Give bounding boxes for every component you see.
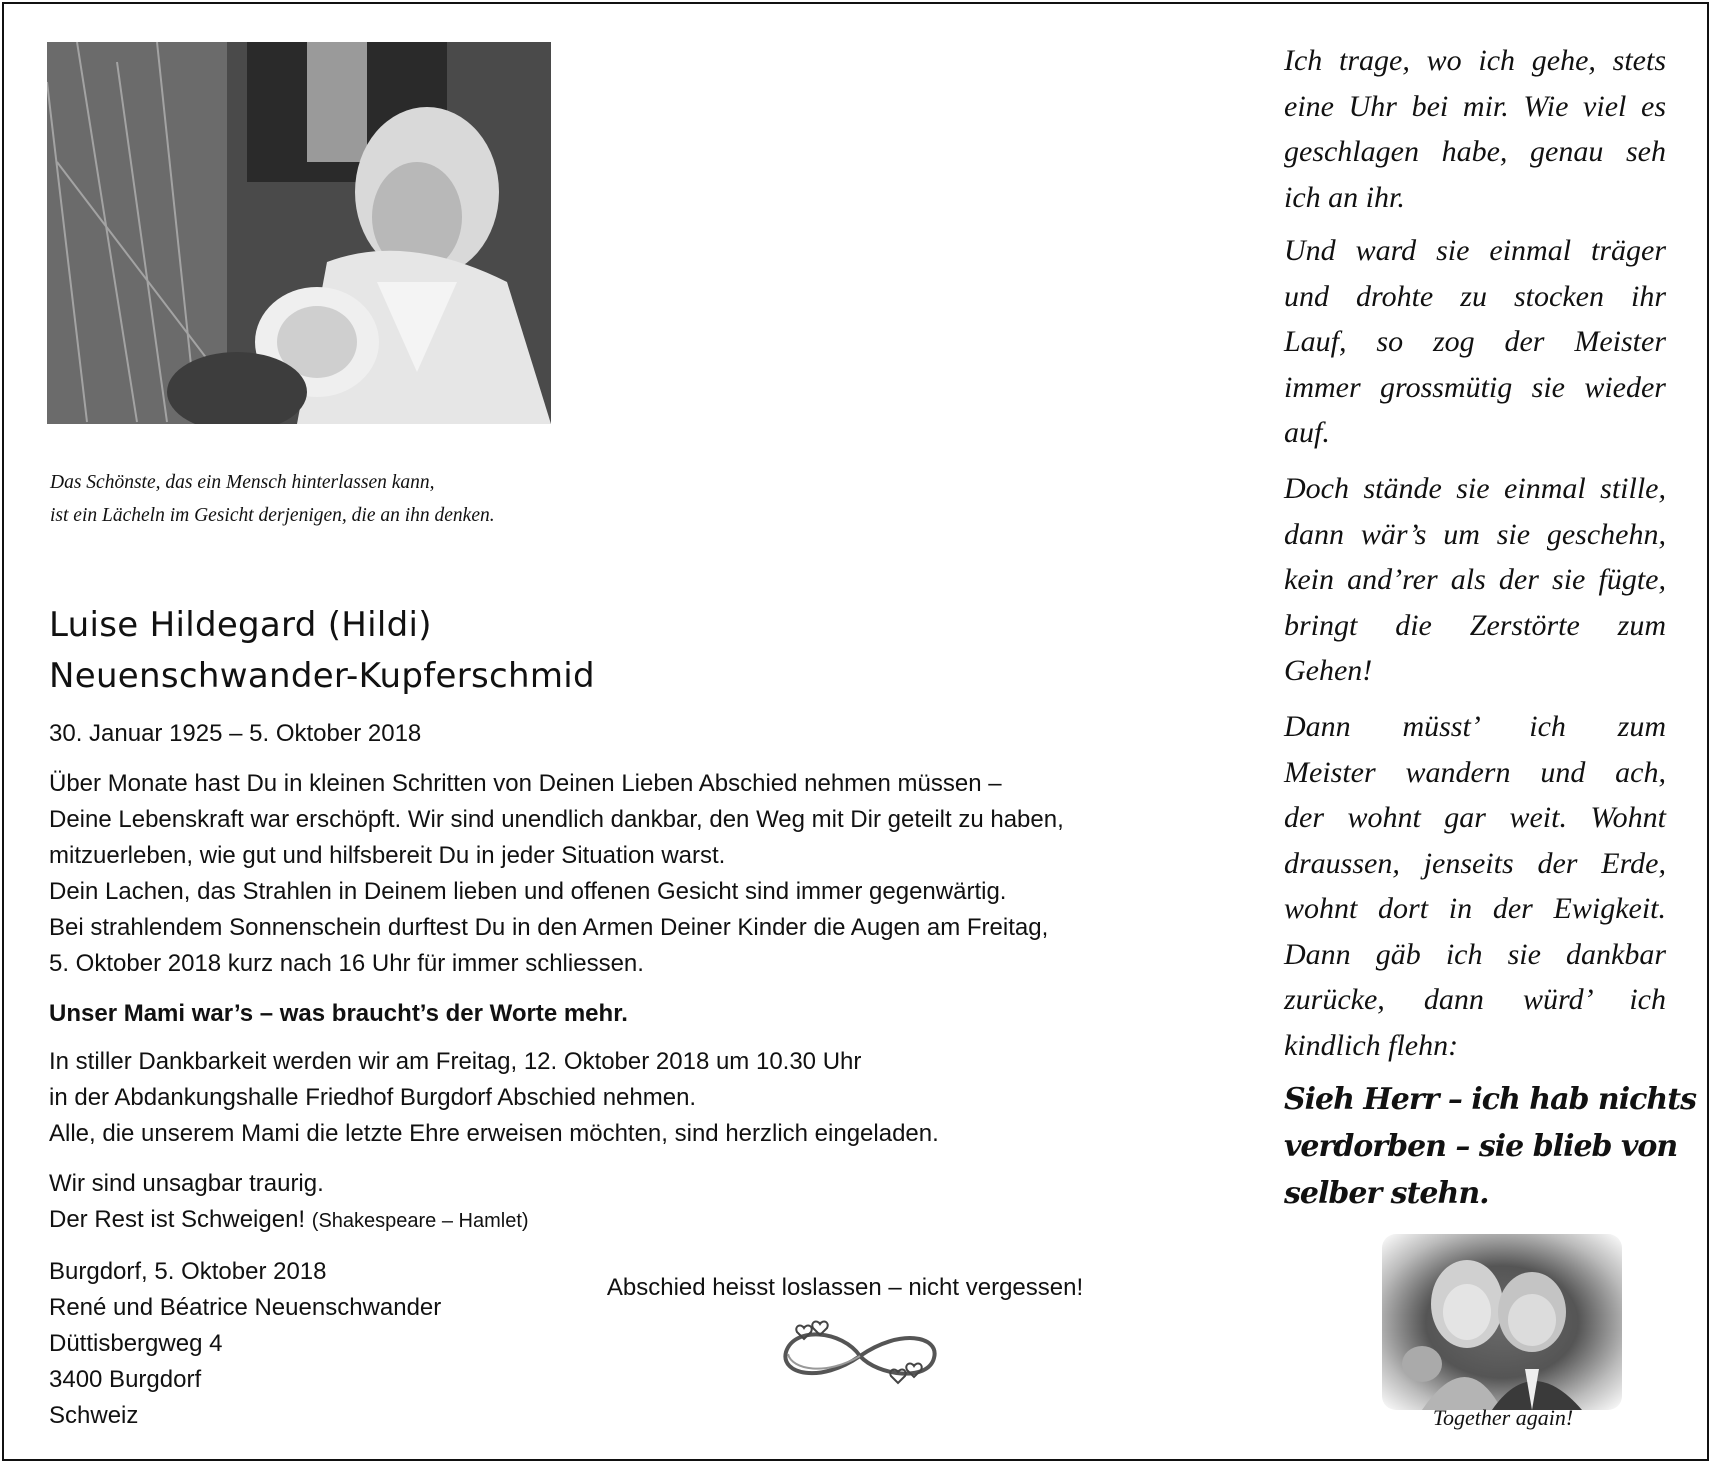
rest-is-silence: Der Rest ist Schweigen! xyxy=(49,1206,306,1233)
deceased-name-line: Luise Hildegard (Hildi) xyxy=(49,605,432,645)
poem-line: der wohnt gar weit. Wohnt xyxy=(1284,801,1666,834)
poem-line: und drohte zu stocken ihr xyxy=(1284,279,1666,313)
poem-line: Dann gäb ich sie dankbar xyxy=(1284,937,1666,971)
paragraph-line: Deine Lebenskraft war erschöpft. Wir sind unendlich dankbar, den Weg mit Dir geteilt zu haben, xyxy=(49,806,1064,833)
paragraph-line: Alle, die unserem Mami die letzte Ehre erweisen möchten, sind herzlich eingeladen. xyxy=(49,1120,939,1147)
signature-line: 3400 Burgdorf xyxy=(49,1366,202,1393)
poem-line: kein and’rer als der sie fügte, xyxy=(1284,563,1666,596)
poem-line: bringt die Zerstörte zum xyxy=(1284,608,1666,642)
life-dates: 30. Januar 1925 – 5. Oktober 2018 xyxy=(49,720,422,747)
deceased-name-line: Neuenschwander-Kupferschmid xyxy=(49,656,595,696)
infinity-hearts-icon xyxy=(772,1312,948,1392)
poem-line: immer grossmütig sie wieder xyxy=(1284,370,1666,404)
poem-stanza-3 xyxy=(1284,466,1666,694)
memorial-quote xyxy=(50,466,690,532)
paragraph-line: mitzuerleben, wie gut und hilfsbereit Du in jeder Situation warst. xyxy=(49,842,726,869)
poem-line: Meister wandern und ach, xyxy=(1284,755,1666,789)
paragraph-line: in der Abdankungshalle Friedhof Burgdorf Abschied nehmen. xyxy=(49,1084,697,1111)
ceremony-paragraph xyxy=(49,1044,1249,1152)
poem-line: Dann müsst’ ich zum xyxy=(1284,710,1666,743)
poem-line: dann wär’s um sie geschehn, xyxy=(1284,517,1666,551)
poem-stanza-4 xyxy=(1284,704,1666,1068)
paragraph-line: Dein Lachen, das Strahlen in Deinem lieben und offenen Gesicht sind immer gegenwärtig. xyxy=(49,878,1007,905)
closing-paragraph xyxy=(49,1166,1249,1239)
signature-line: Burgdorf, 5. Oktober 2018 xyxy=(49,1258,327,1285)
poem-line: Doch stände sie einmal stille, xyxy=(1284,472,1666,505)
poem-line: kindlich flehn: xyxy=(1284,1028,1459,1062)
poem-stanza-1 xyxy=(1284,38,1666,220)
signature-line: Schweiz xyxy=(49,1402,139,1429)
poem-line: verdorben – sie blieb von xyxy=(1284,1129,1678,1164)
memorial-quote-line: Das Schönste, das ein Mensch hinterlassen kann, xyxy=(50,472,435,493)
poem-line: auf. xyxy=(1284,416,1330,449)
obituary-paragraph xyxy=(49,766,1249,982)
poem-stanza-2 xyxy=(1284,228,1666,456)
farewell-quote: Abschied heisst loslassen – nicht vergessen! xyxy=(606,1274,1084,1301)
poem-line: zurücke, dann würd’ ich xyxy=(1284,983,1666,1016)
paragraph-line xyxy=(49,1202,1249,1239)
couple-photo xyxy=(1382,1234,1622,1410)
poem-line: Lauf, so zog der Meister xyxy=(1284,325,1666,358)
paragraph-line: Wir sind unsagbar traurig. xyxy=(49,1170,324,1197)
portrait-photo xyxy=(47,42,551,424)
couple-photo-caption: Together again! xyxy=(1432,1405,1574,1430)
poem-closing xyxy=(1284,1076,1696,1217)
memorial-quote-line: ist ein Lächeln im Gesicht derjenigen, die an ihn denken. xyxy=(50,505,495,526)
paragraph-line: 5. Oktober 2018 kurz nach 16 Uhr für immer schliessen. xyxy=(49,950,644,977)
paragraph-line: Über Monate hast Du in kleinen Schritten von Deinen Lieben Abschied nehmen müssen – xyxy=(49,770,1002,797)
poem-line: Und ward sie einmal träger xyxy=(1284,234,1666,267)
poem-line: Ich trage, wo ich gehe, stets xyxy=(1284,44,1666,77)
poem-line: draussen, jenseits der Erde, xyxy=(1284,846,1666,880)
signature-line: René und Béatrice Neuenschwander xyxy=(49,1294,442,1321)
poem-line: eine Uhr bei mir. Wie viel es xyxy=(1284,89,1666,123)
poem-line: wohnt dort in der Ewigkeit. xyxy=(1284,892,1666,925)
bold-statement: Unser Mami war’s – was braucht’s der Worte mehr. xyxy=(49,1000,628,1027)
paragraph-line: In stiller Dankbarkeit werden wir am Freitag, 12. Oktober 2018 um 10.30 Uhr xyxy=(49,1048,862,1075)
poem-line: ich an ihr. xyxy=(1284,180,1405,214)
poem-line: selber stehn. xyxy=(1284,1176,1489,1211)
quote-attribution: (Shakespeare – Hamlet) xyxy=(311,1210,529,1232)
signature-line: Düttisbergweg 4 xyxy=(49,1330,223,1357)
poem-line: geschlagen habe, genau seh xyxy=(1284,135,1666,168)
paragraph-line: Bei strahlendem Sonnenschein durftest Du in den Armen Deiner Kinder die Augen am Freitag, xyxy=(49,914,1049,941)
poem-line: Sieh Herr – ich hab nichts xyxy=(1284,1082,1696,1117)
poem-line: Gehen! xyxy=(1284,654,1373,687)
deceased-name xyxy=(49,600,595,702)
